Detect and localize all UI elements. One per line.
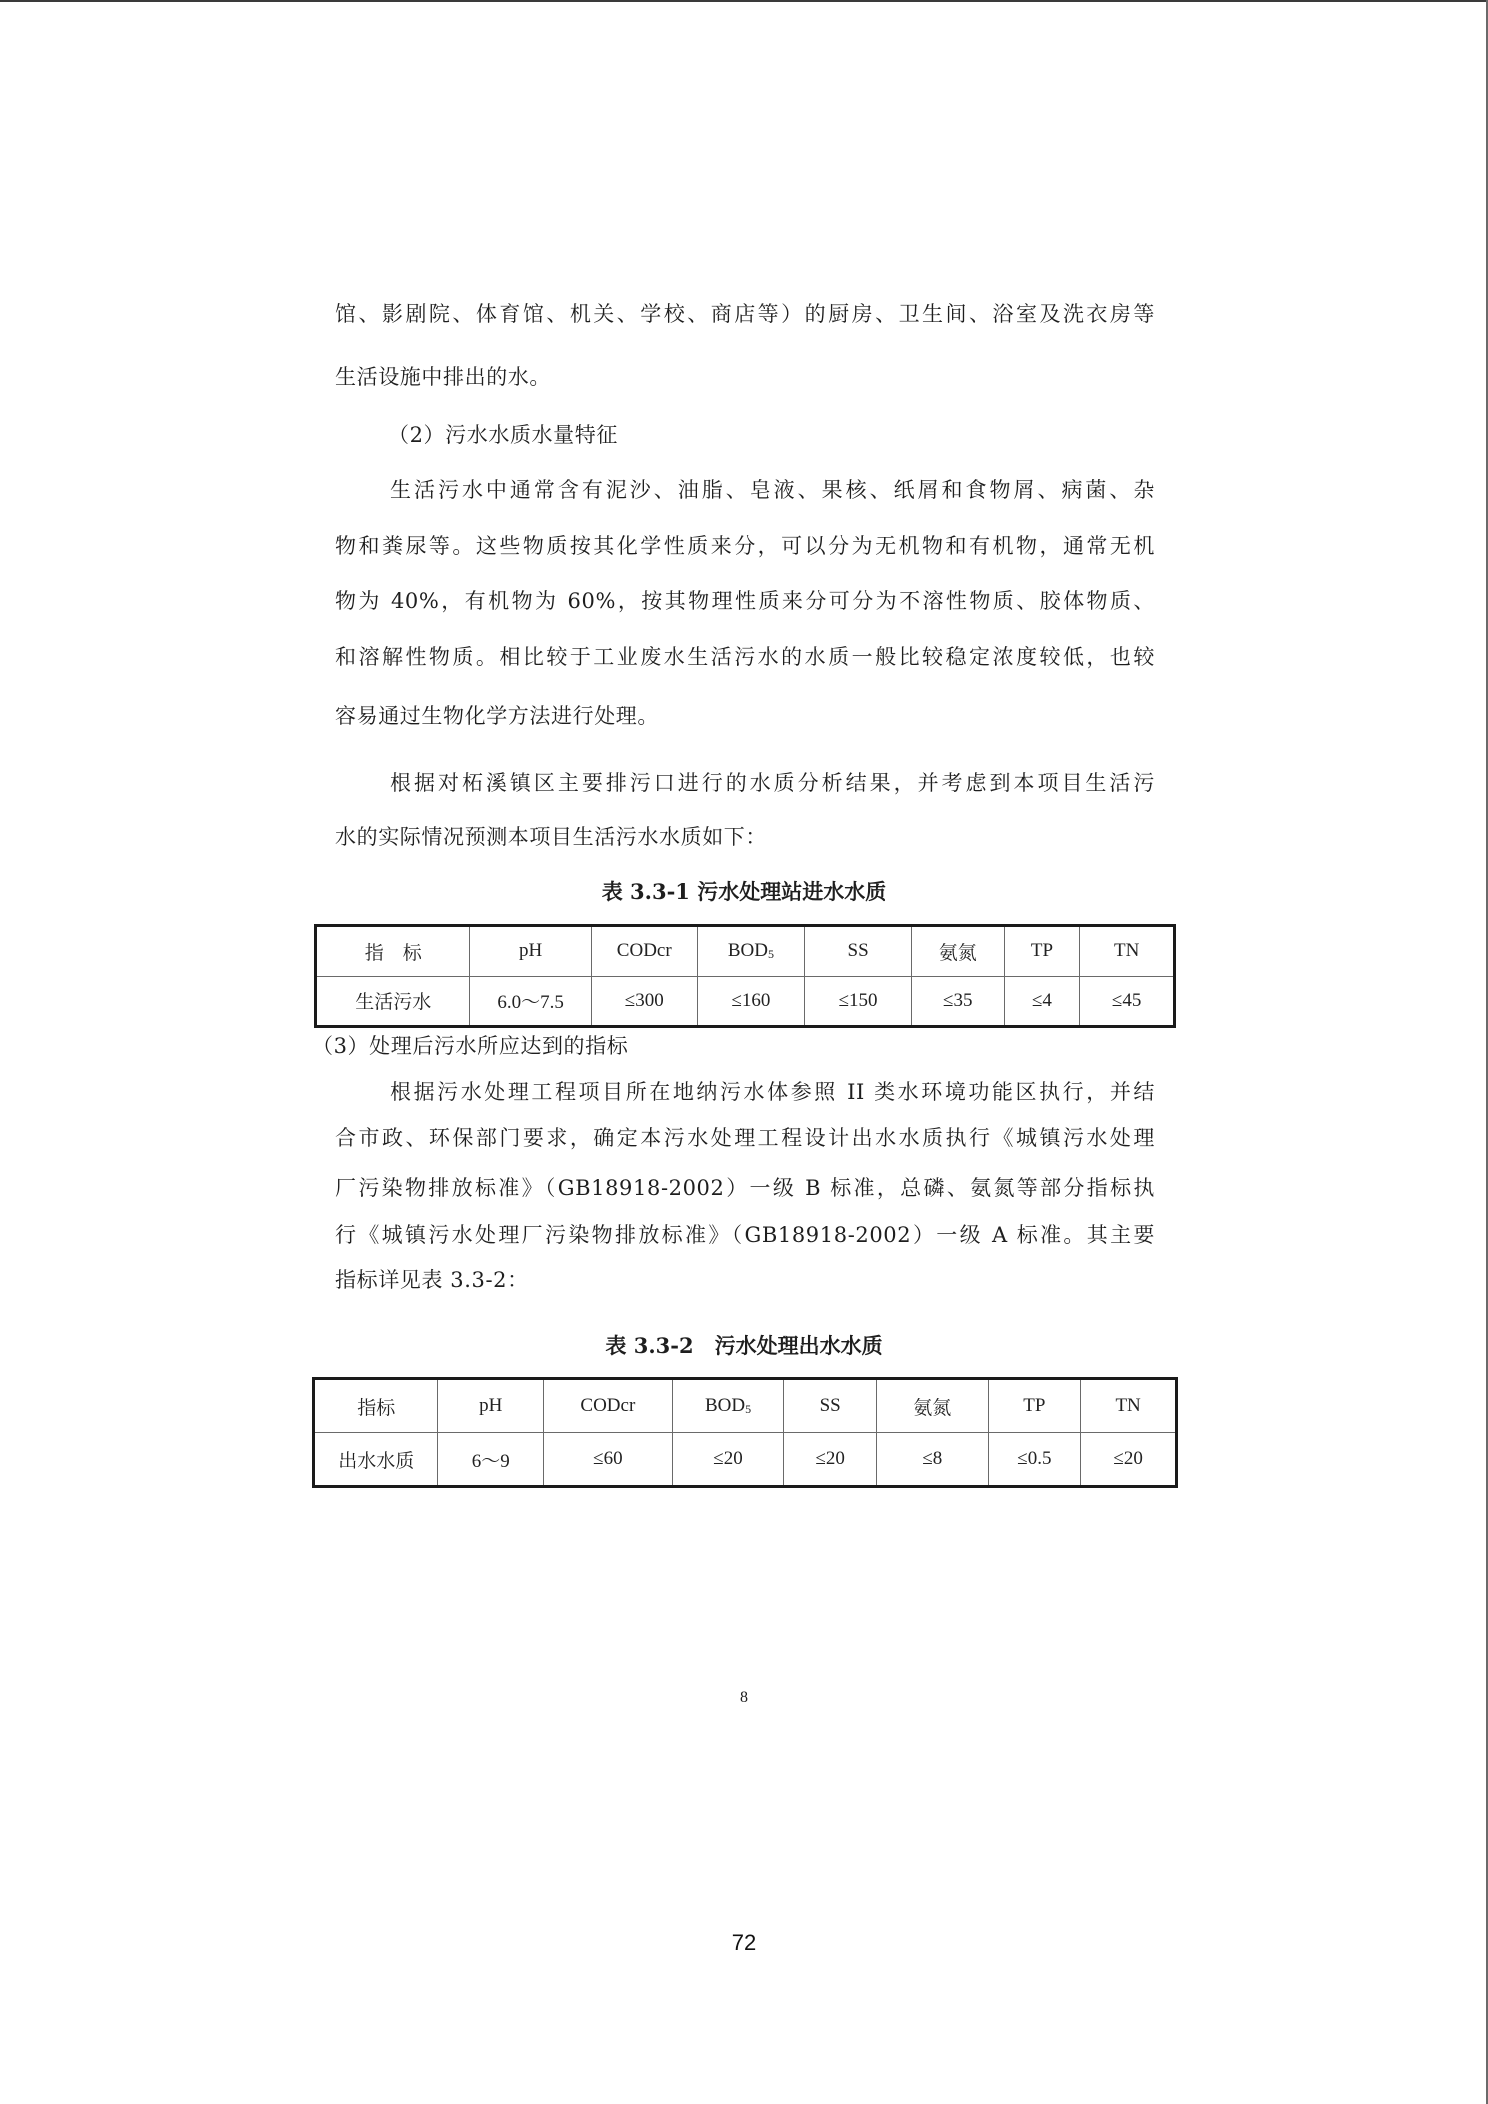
table-cell: ≤0.5 bbox=[988, 1433, 1081, 1487]
header-cell: TP bbox=[988, 1379, 1081, 1433]
table-cell: ≤300 bbox=[591, 976, 697, 1027]
table-cell: ≤8 bbox=[877, 1433, 989, 1487]
paragraph-line: 指标详见表 3.3-2： bbox=[335, 1268, 529, 1292]
header-cell: SS bbox=[805, 926, 912, 977]
paragraph-line: 水的实际情况预测本项目生活污水水质如下： bbox=[335, 825, 767, 849]
header-cell: pH bbox=[438, 1379, 544, 1433]
paragraph-line: 根据对柘溪镇区主要排污口进行的水质分析结果，并考虑到本项目生活污 bbox=[390, 771, 1155, 795]
table-2-caption: 表 3.3-2 污水处理出水水质 bbox=[605, 1333, 883, 1358]
header-cell bbox=[697, 926, 805, 977]
table-row bbox=[316, 976, 1175, 1027]
header-cell: 氨氮 bbox=[911, 926, 1004, 977]
page-number: 72 bbox=[731, 1930, 757, 1955]
table-cell: ≤160 bbox=[697, 976, 805, 1027]
table-header-row bbox=[316, 926, 1175, 977]
table-cell: 6.0～7.5 bbox=[470, 976, 591, 1027]
table-cell: 生活污水 bbox=[316, 976, 470, 1027]
paragraph-line: 合市政、环保部门要求，确定本污水处理工程设计出水水质执行《城镇污水处理 bbox=[335, 1126, 1155, 1150]
bod-subscript: 5 bbox=[768, 947, 774, 962]
inner-page-number: 8 bbox=[740, 1689, 748, 1706]
text-line: 馆、影剧院、体育馆、机关、学校、商店等）的厨房、卫生间、浴室及洗衣房等 bbox=[335, 302, 1155, 326]
table-cell: ≤60 bbox=[544, 1433, 673, 1487]
section-heading-2: （2）污水水质水量特征 bbox=[388, 423, 618, 447]
table-cell: ≤20 bbox=[1081, 1433, 1177, 1487]
paragraph-line: 行《城镇污水处理厂污染物排放标准》（GB18918-2002）一级 A 标准。其主要 bbox=[335, 1223, 1155, 1247]
header-cell: pH bbox=[470, 926, 591, 977]
bod-subscript: 5 bbox=[745, 1402, 752, 1416]
header-cell: 氨氮 bbox=[877, 1379, 989, 1433]
table-cell: ≤20 bbox=[672, 1433, 784, 1487]
table-cell: ≤45 bbox=[1080, 976, 1175, 1027]
table-cell: 6～9 bbox=[438, 1433, 544, 1487]
paragraph-line: 物和粪尿等。这些物质按其化学性质来分，可以分为无机物和有机物，通常无机 bbox=[335, 534, 1155, 558]
table-cell: ≤4 bbox=[1004, 976, 1080, 1027]
table-2 bbox=[312, 1377, 1178, 1488]
paragraph-line: 生活污水中通常含有泥沙、油脂、皂液、果核、纸屑和食物屑、病菌、杂 bbox=[390, 478, 1155, 502]
bod-label: BOD bbox=[704, 1395, 746, 1416]
table-cell: ≤150 bbox=[805, 976, 912, 1027]
paragraph-line: 和溶解性物质。相比较于工业废水生活污水的水质一般比较稳定浓度较低，也较 bbox=[335, 645, 1155, 669]
header-cell: SS bbox=[784, 1379, 877, 1433]
table-row bbox=[314, 1433, 1177, 1487]
header-cell bbox=[672, 1379, 784, 1433]
header-cell: TN bbox=[1080, 926, 1175, 977]
header-cell: TN bbox=[1081, 1379, 1177, 1433]
table-1 bbox=[314, 924, 1176, 1028]
table-cell: ≤20 bbox=[784, 1433, 877, 1487]
bod-label: BOD bbox=[727, 940, 768, 962]
paragraph-line: 物为 40%，有机物为 60%，按其物理性质来分可分为不溶性物质、胶体物质、 bbox=[335, 589, 1155, 613]
header-cell: 指 标 bbox=[316, 926, 470, 977]
section-heading-3: （3）处理后污水所应达到的指标 bbox=[312, 1034, 629, 1058]
text-line: 生活设施中排出的水。 bbox=[335, 365, 551, 389]
paragraph-line: 厂污染物排放标准》（GB18918-2002）一级 B 标准，总磷、氨氮等部分指标执 bbox=[335, 1176, 1155, 1200]
paragraph-line: 容易通过生物化学方法进行处理。 bbox=[335, 704, 659, 728]
header-cell: CODcr bbox=[544, 1379, 673, 1433]
paragraph-line: 根据污水处理工程项目所在地纳污水体参照 II 类水环境功能区执行，并结 bbox=[390, 1080, 1155, 1104]
table-header-row bbox=[314, 1379, 1177, 1433]
page-top-border bbox=[0, 0, 1488, 2]
table-1-caption: 表 3.3-1 污水处理站进水水质 bbox=[601, 879, 887, 904]
table-cell: ≤35 bbox=[911, 976, 1004, 1027]
header-cell: TP bbox=[1004, 926, 1080, 977]
table-cell: 出水水质 bbox=[314, 1433, 438, 1487]
header-cell: 指标 bbox=[314, 1379, 438, 1433]
header-cell: CODcr bbox=[591, 926, 697, 977]
